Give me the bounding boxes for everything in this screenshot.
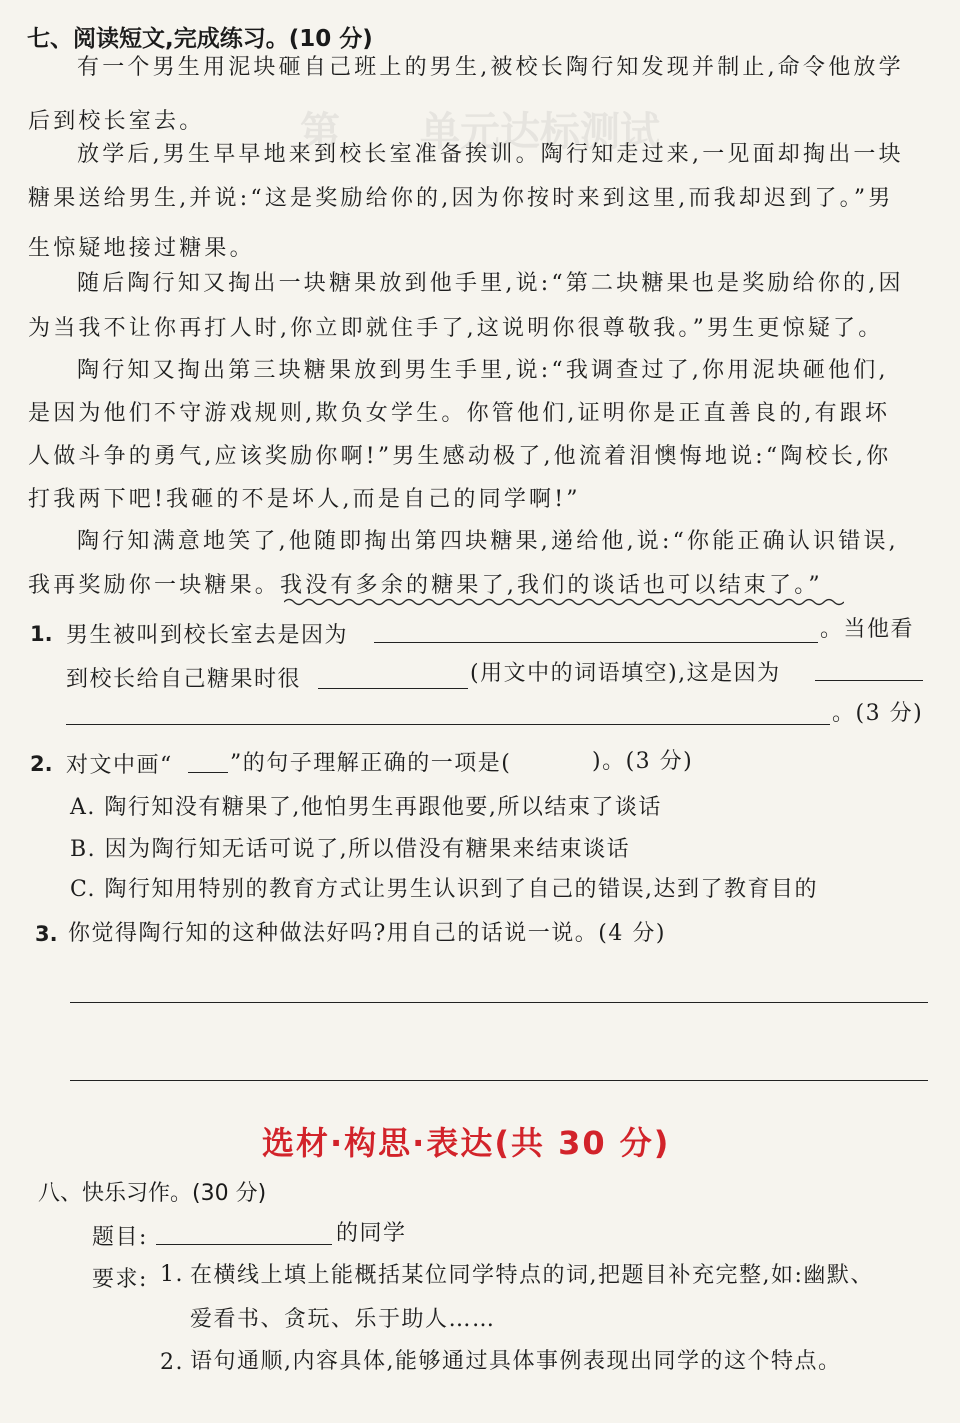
option-letter: B.	[70, 837, 97, 862]
question-text: 对文中画“	[66, 753, 173, 778]
option-text: 陶行知用特别的教育方式让男生认识到了自己的错误,达到了教育目的	[104, 877, 819, 902]
section-banner: 选材·构思·表达(共 30 分)	[262, 1124, 671, 1162]
requirement-text: 爱看书、贪玩、乐于助人……	[190, 1307, 496, 1332]
passage-line: 有一个男生用泥块砸自己班上的男生,被校长陶行知发现并制止,命令他放学	[77, 55, 904, 80]
answer-line[interactable]	[70, 1002, 928, 1003]
answer-blank[interactable]	[374, 642, 818, 643]
answer-blank[interactable]	[66, 724, 830, 725]
option-b[interactable]	[70, 832, 630, 863]
title-label: 题目:	[92, 1225, 148, 1250]
question-text: 男生被叫到校长室去是因为	[66, 623, 349, 648]
answer-line[interactable]	[70, 1080, 928, 1081]
question-text: ”的句子理解正确的一项是(	[230, 751, 512, 776]
title-suffix: 的同学	[336, 1221, 407, 1246]
requirement-number: 2.	[160, 1350, 184, 1375]
question-number: 2.	[30, 752, 53, 776]
bleed-through-mark: 第	[300, 108, 340, 155]
option-letter: A.	[70, 795, 96, 820]
requirement-text: 在横线上填上能概括某位同学特点的词,把题目补充完整,如:幽默、	[190, 1263, 874, 1288]
passage-line	[28, 575, 823, 597]
answer-blank[interactable]	[815, 680, 923, 681]
question-text: 。当他看	[820, 617, 915, 642]
option-c[interactable]	[70, 872, 818, 903]
passage-line: 生惊疑地接过糖果。	[28, 236, 255, 261]
section8-heading: 八、快乐习作。(30 分)	[38, 1181, 267, 1206]
passage-line: 陶行知满意地笑了,他随即掏出第四块糖果,递给他,说:“你能正确认识错误,	[77, 529, 899, 554]
question-text: 你觉得陶行知的这种做法好吗?用自己的话说一说。(4 分)	[68, 921, 666, 946]
requirements-label: 要求:	[92, 1267, 148, 1292]
requirement-text: 语句通顺,内容具体,能够通过具体事例表现出同学的这个特点。	[190, 1349, 842, 1374]
question-number: 1.	[30, 622, 53, 646]
option-text: 因为陶行知无话可说了,所以借没有糖果来结束谈话	[104, 837, 631, 862]
question-text: 到校长给自己糖果时很	[66, 667, 302, 692]
passage-line: 是因为他们不守游戏规则,欺负女学生。你管他们,证明你是正直善良的,有跟坏	[28, 401, 891, 426]
bleed-through-mark: 单元达标测试	[420, 108, 660, 155]
passage-line: 为当我不让你再打人时,你立即就住手了,这说明你很尊敬我。”男生更惊疑了。	[28, 316, 884, 341]
passage-line: 陶行知又掏出第三块糖果放到男生手里,说:“我调查过了,你用泥块砸他们,	[77, 358, 889, 383]
section7-heading: 七、阅读短文,完成练习。(10 分)	[27, 26, 373, 52]
question-text: (用文中的词语填空),这是因为	[470, 661, 781, 686]
question-number: 3.	[35, 922, 58, 946]
score-text: 。(3 分)	[832, 701, 924, 726]
sentence-marker-blank	[188, 772, 228, 773]
passage-text: 我再奖励你一块糖果。	[28, 573, 281, 598]
answer-blank[interactable]	[318, 688, 468, 689]
passage-line: 放学后,男生早早地来到校长室准备挨训。陶行知走过来,一见面却掏出一块	[77, 142, 904, 167]
passage-line: 随后陶行知又掏出一块糖果放到他手里,说:“第二块糖果也是奖励给你的,因	[77, 271, 904, 296]
answer-paren[interactable]: )。(3 分)	[592, 749, 694, 774]
passage-line: 人做斗争的勇气,应该奖励你啊!”男生感动极了,他流着泪懊悔地说:“陶校长,你	[28, 444, 892, 469]
option-text: 陶行知没有糖果了,他怕男生再跟他要,所以结束了谈话	[104, 795, 662, 820]
passage-line: 糖果送给男生,并说:“这是奖励给你的,因为你按时来到这里,而我却迟到了。”男	[28, 186, 894, 211]
option-a[interactable]	[70, 790, 662, 821]
wavy-underlined-sentence: 我没有多余的糖果了,我们的谈话也可以结束了。	[280, 573, 809, 598]
option-letter: C.	[70, 877, 97, 902]
passage-line: 打我两下吧!我砸的不是坏人,而是自己的同学啊!”	[28, 487, 581, 512]
requirement-number: 1.	[160, 1262, 184, 1287]
wavy-underline	[284, 597, 844, 607]
passage-text: ”	[808, 573, 823, 598]
passage-line: 后到校长室去。	[28, 109, 205, 134]
title-blank[interactable]	[156, 1244, 332, 1245]
